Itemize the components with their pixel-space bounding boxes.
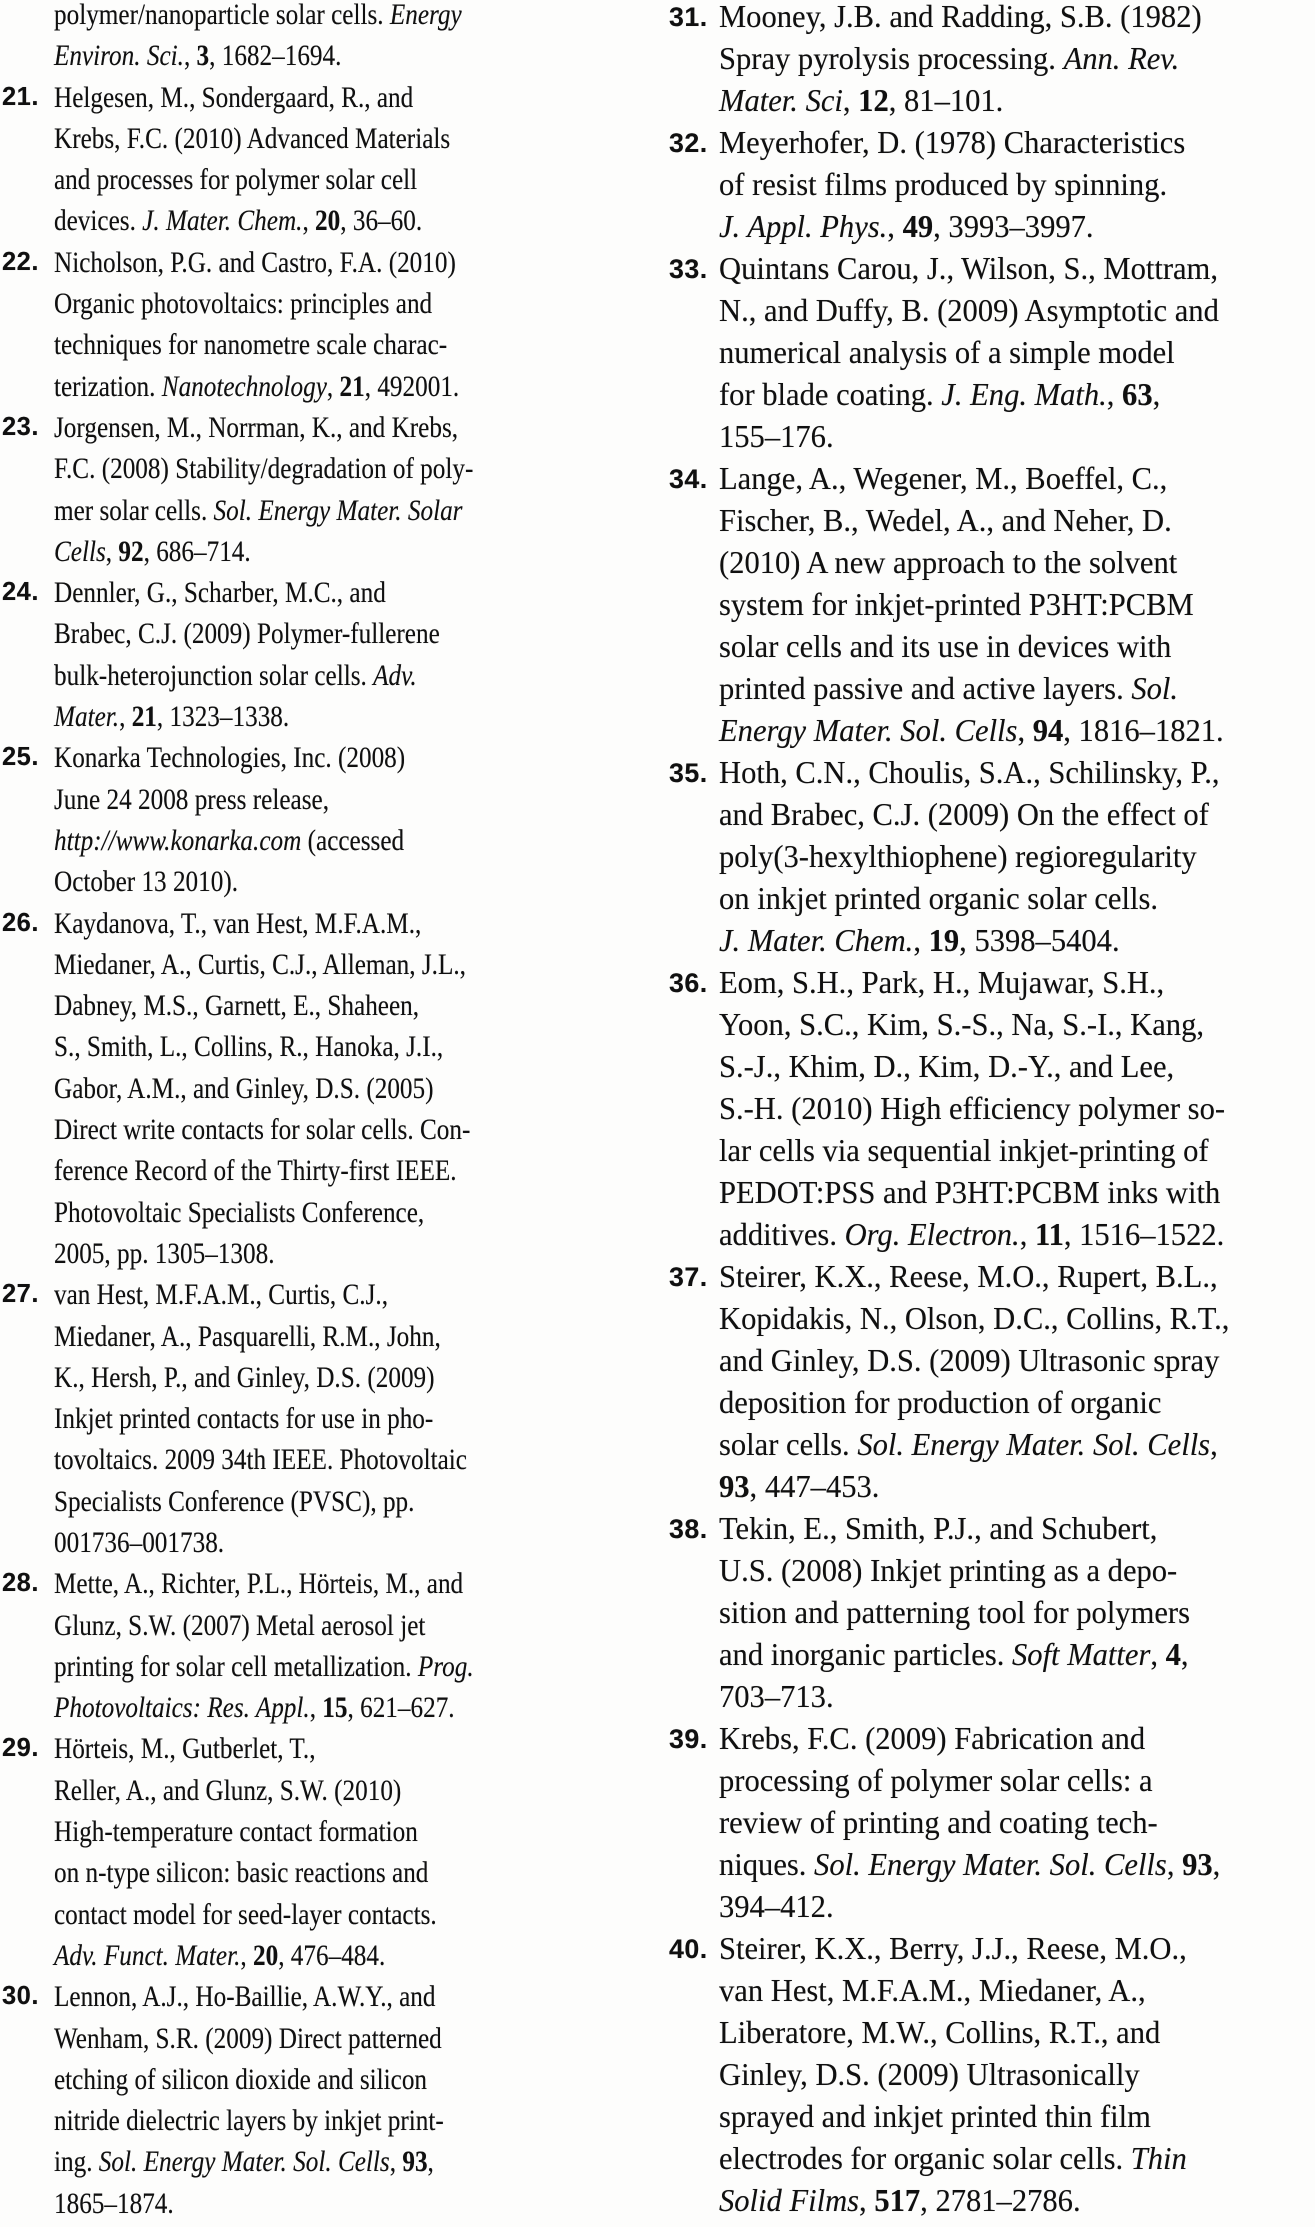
reference-line: nitride dielectric layers by inkjet print- bbox=[54, 2104, 444, 2138]
reference-entry bbox=[0, 77, 657, 242]
references-column-left bbox=[0, 0, 657, 2224]
reference-entry bbox=[657, 248, 1315, 458]
reference-text bbox=[54, 737, 657, 902]
reference-entry bbox=[657, 458, 1315, 752]
reference-line: Kopidakis, N., Olson, D.C., Collins, R.T., bbox=[719, 1301, 1230, 1336]
reference-line: F.C. (2008) Stability/degradation of poly- bbox=[54, 452, 474, 486]
reference-line: (2010) A new approach to the solvent bbox=[719, 545, 1178, 580]
reference-line: electrodes for organic solar cells. Thin bbox=[719, 2141, 1187, 2176]
reference-text bbox=[719, 1718, 1315, 1928]
reference-line: Environ. Sci., 3, 1682–1694. bbox=[54, 39, 342, 73]
reference-line: Miedaner, A., Curtis, C.J., Alleman, J.L., bbox=[54, 947, 466, 981]
reference-line: S.-J., Khim, D., Kim, D.-Y., and Lee, bbox=[719, 1049, 1175, 1084]
reference-line: Fischer, B., Wedel, A., and Neher, D. bbox=[719, 503, 1172, 538]
reference-text bbox=[54, 1728, 657, 1976]
reference-line: Mater. Sci, 12, 81–101. bbox=[719, 83, 1004, 118]
reference-line: etching of silicon dioxide and silicon bbox=[54, 2062, 428, 2096]
reference-line: Spray pyrolysis processing. Ann. Rev. bbox=[719, 41, 1180, 76]
reference-line: 93, 447–453. bbox=[719, 1469, 880, 1504]
reference-number: 34. bbox=[669, 464, 708, 494]
reference-line: and Ginley, D.S. (2009) Ultrasonic spray bbox=[719, 1343, 1220, 1378]
reference-line: Lange, A., Wegener, M., Boeffel, C., bbox=[719, 461, 1168, 496]
reference-line: Kaydanova, T., van Hest, M.F.A.M., bbox=[54, 906, 422, 940]
reference-entry bbox=[0, 737, 657, 902]
reference-entry bbox=[0, 1274, 657, 1563]
reference-line: October 13 2010). bbox=[54, 865, 239, 899]
reference-line: system for inkjet-printed P3HT:PCBM bbox=[719, 587, 1194, 622]
reference-line: Glunz, S.W. (2007) Metal aerosol jet bbox=[54, 1608, 426, 1642]
reference-line: 2005, pp. 1305–1308. bbox=[54, 1236, 275, 1270]
reference-line: additives. Org. Electron., 11, 1516–1522. bbox=[719, 1217, 1225, 1252]
reference-line: tovoltaics. 2009 34th IEEE. Photovoltaic bbox=[54, 1443, 467, 1477]
reference-line: Dabney, M.S., Garnett, E., Shaheen, bbox=[54, 989, 420, 1023]
reference-line: numerical analysis of a simple model bbox=[719, 335, 1175, 370]
reference-entry bbox=[657, 752, 1315, 962]
reference-line: lar cells via sequential inkjet-printing of bbox=[719, 1133, 1209, 1168]
reference-line: ing. Sol. Energy Mater. Sol. Cells, 93, bbox=[54, 2145, 434, 2179]
reference-number: 25. bbox=[2, 743, 39, 772]
reference-number: 32. bbox=[669, 128, 708, 158]
reference-line: Gabor, A.M., and Ginley, D.S. (2005) bbox=[54, 1071, 434, 1105]
reference-entry bbox=[0, 0, 657, 77]
reference-number: 28. bbox=[2, 1569, 39, 1598]
reference-line: Photovoltaics: Res. Appl., 15, 621–627. bbox=[54, 1691, 455, 1725]
reference-line: sition and patterning tool for polymers bbox=[719, 1595, 1190, 1630]
reference-line: S.-H. (2010) High efficiency polymer so- bbox=[719, 1091, 1226, 1126]
reference-entry bbox=[657, 1256, 1315, 1508]
reference-line: Hoth, C.N., Choulis, S.A., Schilinsky, P., bbox=[719, 755, 1220, 790]
reference-line: terization. Nanotechnology, 21, 492001. bbox=[54, 369, 460, 403]
reference-entry bbox=[657, 1718, 1315, 1928]
reference-line: and processes for polymer solar cell bbox=[54, 163, 418, 197]
reference-line: Hörteis, M., Gutberlet, T., bbox=[54, 1732, 316, 1766]
reference-line: printing for solar cell metallization. Prog. bbox=[54, 1649, 474, 1683]
reference-line: Miedaner, A., Pasquarelli, R.M., John, bbox=[54, 1319, 441, 1353]
reference-entry bbox=[0, 572, 657, 737]
reference-line: 155–176. bbox=[719, 419, 834, 454]
reference-line: Steirer, K.X., Reese, M.O., Rupert, B.L., bbox=[719, 1259, 1218, 1294]
reference-line: http://www.konarka.com (accessed bbox=[54, 823, 405, 857]
reference-text bbox=[54, 77, 657, 242]
reference-line: solar cells and its use in devices with bbox=[719, 629, 1172, 664]
reference-line: Dennler, G., Scharber, M.C., and bbox=[54, 576, 386, 610]
reference-line: solar cells. Sol. Energy Mater. Sol. Cells, bbox=[719, 1427, 1218, 1462]
reference-line: High-temperature contact formation bbox=[54, 1815, 418, 1849]
reference-text bbox=[719, 1508, 1315, 1718]
reference-line: Quintans Carou, J., Wilson, S., Mottram, bbox=[719, 251, 1218, 286]
reference-line: Wenham, S.R. (2009) Direct patterned bbox=[54, 2021, 442, 2055]
reference-text bbox=[54, 1563, 657, 1728]
reference-line: Direct write contacts for solar cells. Con- bbox=[54, 1113, 471, 1147]
reference-text bbox=[54, 1274, 657, 1563]
reference-line: Steirer, K.X., Berry, J.J., Reese, M.O., bbox=[719, 1931, 1187, 1966]
reference-number: 39. bbox=[669, 1724, 708, 1754]
reference-text bbox=[719, 752, 1315, 962]
reference-line: Yoon, S.C., Kim, S.-S., Na, S.-I., Kang, bbox=[719, 1007, 1204, 1042]
reference-number: 27. bbox=[2, 1280, 39, 1309]
reference-line: of resist films produced by spinning. bbox=[719, 167, 1168, 202]
reference-line: and Brabec, C.J. (2009) On the effect of bbox=[719, 797, 1209, 832]
reference-line: Tekin, E., Smith, P.J., and Schubert, bbox=[719, 1511, 1158, 1546]
reference-line: Photovoltaic Specialists Conference, bbox=[54, 1195, 425, 1229]
reference-line: Krebs, F.C. (2009) Fabrication and bbox=[719, 1721, 1146, 1756]
reference-line: deposition for production of organic bbox=[719, 1385, 1162, 1420]
reference-line: review of printing and coating tech- bbox=[719, 1805, 1158, 1840]
reference-line: van Hest, M.F.A.M., Miedaner, A., bbox=[719, 1973, 1146, 2008]
reference-text bbox=[719, 1256, 1315, 1508]
reference-text bbox=[54, 242, 657, 407]
reference-text bbox=[54, 1976, 657, 2224]
reference-number: 37. bbox=[669, 1262, 708, 1292]
reference-line: ference Record of the Thirty-first IEEE. bbox=[54, 1154, 457, 1188]
reference-entry bbox=[657, 122, 1315, 248]
reference-line: K., Hersh, P., and Ginley, D.S. (2009) bbox=[54, 1360, 435, 1394]
reference-line: PEDOT:PSS and P3HT:PCBM inks with bbox=[719, 1175, 1221, 1210]
reference-number: 22. bbox=[2, 247, 39, 276]
reference-number: 29. bbox=[2, 1734, 39, 1763]
reference-line: sprayed and inkjet printed thin film bbox=[719, 2099, 1151, 2134]
reference-line: for blade coating. J. Eng. Math., 63, bbox=[719, 377, 1161, 412]
reference-line: mer solar cells. Sol. Energy Mater. Solar bbox=[54, 493, 463, 527]
reference-line: Brabec, C.J. (2009) Polymer-fullerene bbox=[54, 617, 440, 651]
reference-line: contact model for seed-layer contacts. bbox=[54, 1897, 437, 1931]
reference-text bbox=[719, 962, 1315, 1256]
reference-line: J. Appl. Phys., 49, 3993–3997. bbox=[719, 209, 1094, 244]
reference-line: 001736–001738. bbox=[54, 1525, 225, 1559]
reference-line: poly(3-hexylthiophene) regioregularity bbox=[719, 839, 1197, 874]
reference-line: Mooney, J.B. and Radding, S.B. (1982) bbox=[719, 0, 1202, 34]
reference-line: Konarka Technologies, Inc. (2008) bbox=[54, 741, 406, 775]
reference-line: on inkjet printed organic solar cells. bbox=[719, 881, 1158, 916]
reference-line: printed passive and active layers. Sol. bbox=[719, 671, 1179, 706]
reference-line: Lennon, A.J., Ho-Baillie, A.W.Y., and bbox=[54, 1980, 436, 2014]
reference-line: Ginley, D.S. (2009) Ultrasonically bbox=[719, 2057, 1140, 2092]
reference-line: Helgesen, M., Sondergaard, R., and bbox=[54, 80, 414, 114]
reference-line: niques. Sol. Energy Mater. Sol. Cells, 93, bbox=[719, 1847, 1221, 1882]
reference-line: on n-type silicon: basic reactions and bbox=[54, 1856, 429, 1890]
reference-line: Eom, S.H., Park, H., Mujawar, S.H., bbox=[719, 965, 1165, 1000]
reference-entry bbox=[0, 1563, 657, 1728]
references-column-right bbox=[657, 0, 1315, 2222]
reference-line: 1865–1874. bbox=[54, 2186, 174, 2220]
reference-text bbox=[719, 458, 1315, 752]
reference-line: processing of polymer solar cells: a bbox=[719, 1763, 1153, 1798]
reference-line: Jorgensen, M., Norrman, K., and Krebs, bbox=[54, 410, 459, 444]
reference-entry bbox=[0, 903, 657, 1275]
reference-line: Nicholson, P.G. and Castro, F.A. (2010) bbox=[54, 245, 456, 279]
reference-line: Reller, A., and Glunz, S.W. (2010) bbox=[54, 1773, 402, 1807]
reference-number: 36. bbox=[669, 968, 708, 998]
reference-entry bbox=[0, 242, 657, 407]
reference-line: S., Smith, L., Collins, R., Hanoka, J.I., bbox=[54, 1030, 444, 1064]
reference-line: Liberatore, M.W., Collins, R.T., and bbox=[719, 2015, 1161, 2050]
reference-text bbox=[719, 0, 1315, 122]
reference-line: polymer/nanoparticle solar cells. Energy bbox=[54, 0, 462, 31]
reference-text bbox=[719, 122, 1315, 248]
reference-line: Cells, 92, 686–714. bbox=[54, 534, 251, 568]
reference-number: 35. bbox=[669, 758, 708, 788]
reference-entry bbox=[657, 962, 1315, 1256]
reference-line: van Hest, M.F.A.M., Curtis, C.J., bbox=[54, 1278, 389, 1312]
reference-line: U.S. (2008) Inkjet printing as a depo- bbox=[719, 1553, 1178, 1588]
reference-line: techniques for nanometre scale charac- bbox=[54, 328, 448, 362]
reference-entry bbox=[657, 1928, 1315, 2222]
reference-number: 31. bbox=[669, 2, 708, 32]
reference-line: Mette, A., Richter, P.L., Hörteis, M., and bbox=[54, 1567, 464, 1601]
reference-entry bbox=[657, 1508, 1315, 1718]
reference-line: Organic photovoltaics: principles and bbox=[54, 287, 433, 321]
reference-number: 23. bbox=[2, 412, 39, 441]
reference-line: June 24 2008 press release, bbox=[54, 782, 330, 816]
reference-text bbox=[54, 407, 657, 572]
reference-text bbox=[54, 572, 657, 737]
reference-text bbox=[719, 1928, 1315, 2222]
reference-entry bbox=[657, 0, 1315, 122]
reference-line: Inkjet printed contacts for use in pho- bbox=[54, 1402, 434, 1436]
reference-line: and inorganic particles. Soft Matter, 4, bbox=[719, 1637, 1189, 1672]
reference-text bbox=[719, 248, 1315, 458]
reference-number: 33. bbox=[669, 254, 708, 284]
reference-number: 40. bbox=[669, 1934, 708, 1964]
reference-line: Energy Mater. Sol. Cells, 94, 1816–1821. bbox=[719, 713, 1224, 748]
reference-line: Meyerhofer, D. (1978) Characteristics bbox=[719, 125, 1186, 160]
reference-line: Krebs, F.C. (2010) Advanced Materials bbox=[54, 121, 451, 155]
reference-number: 30. bbox=[2, 1982, 39, 2011]
reference-line: devices. J. Mater. Chem., 20, 36–60. bbox=[54, 204, 423, 238]
reference-line: 703–713. bbox=[719, 1679, 834, 1714]
reference-entry bbox=[0, 1728, 657, 1976]
reference-line: N., and Duffy, B. (2009) Asymptotic and bbox=[719, 293, 1219, 328]
reference-line: 394–412. bbox=[719, 1889, 834, 1924]
reference-number: 26. bbox=[2, 908, 39, 937]
reference-line: Solid Films, 517, 2781–2786. bbox=[719, 2183, 1081, 2218]
reference-line: Specialists Conference (PVSC), pp. bbox=[54, 1484, 415, 1518]
reference-text bbox=[54, 0, 657, 77]
reference-entry bbox=[0, 1976, 657, 2224]
reference-line: J. Mater. Chem., 19, 5398–5404. bbox=[719, 923, 1120, 958]
reference-number: 21. bbox=[2, 82, 39, 111]
reference-entry bbox=[0, 407, 657, 572]
reference-line: Mater., 21, 1323–1338. bbox=[54, 700, 290, 734]
reference-line: Adv. Funct. Mater., 20, 476–484. bbox=[54, 1938, 386, 1972]
reference-text bbox=[54, 903, 657, 1275]
reference-line: bulk-heterojunction solar cells. Adv. bbox=[54, 658, 417, 692]
reference-number: 38. bbox=[669, 1514, 708, 1544]
reference-number: 24. bbox=[2, 578, 39, 607]
